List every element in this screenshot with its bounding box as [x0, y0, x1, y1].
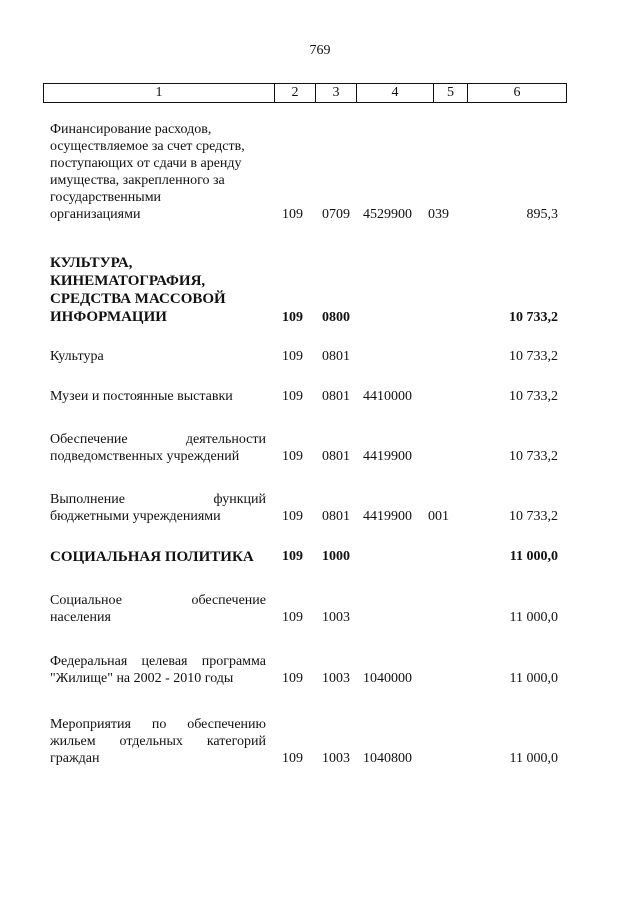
cell-col5: 001: [428, 509, 449, 524]
cell-col4: 4410000: [363, 389, 412, 404]
cell-col6: 895,3: [526, 207, 558, 222]
cell-col2: 109: [282, 449, 303, 464]
row-description: Социальное обеспечение населения: [50, 593, 266, 625]
cell-col6: 10 733,2: [509, 349, 558, 364]
row-description: Финансирование расходов, осуществляемое за счет средств, поступающих от сдачи в аренду имущества, закрепленного за государственными организациями: [50, 122, 245, 222]
cell-col3: 0801: [322, 389, 350, 404]
row-description: Мероприятия по обеспечению жильем отдельных категорий граждан: [50, 717, 266, 766]
header-cell-3: 3: [316, 84, 357, 103]
cell-col6: 10 733,2: [509, 509, 558, 524]
row-description: Федеральная целевая программа "Жилище" на 2002 - 2010 годы: [50, 654, 266, 686]
cell-col4: 1040000: [363, 671, 412, 686]
page-number: 769: [309, 43, 331, 58]
cell-col3: 1003: [322, 671, 350, 686]
header-cell-2: 2: [275, 84, 316, 103]
cell-col3: 1003: [322, 751, 350, 766]
cell-col3: 0801: [322, 449, 350, 464]
cell-col3: 1000: [322, 549, 350, 564]
cell-col2: 109: [282, 349, 303, 364]
row-description: КУЛЬТУРА, КИНЕМАТОГРАФИЯ, СРЕДСТВА МАССОВОЙ ИНФОРМАЦИИ: [50, 255, 226, 325]
header-cell-5: 5: [434, 84, 468, 103]
cell-col2: 109: [282, 207, 303, 222]
cell-col2: 109: [282, 610, 303, 625]
cell-col6: 11 000,0: [509, 671, 558, 686]
cell-col4: 1040800: [363, 751, 412, 766]
header-cell-6: 6: [468, 84, 567, 103]
cell-col2: 109: [282, 671, 303, 686]
cell-col3: 1003: [322, 610, 350, 625]
cell-col3: 0801: [322, 349, 350, 364]
header-row: [44, 84, 567, 103]
cell-col6: 11 000,0: [509, 751, 558, 766]
cell-col3: 0801: [322, 509, 350, 524]
row-description: СОЦИАЛЬНАЯ ПОЛИТИКА: [50, 549, 254, 565]
header-cell-1: 1: [44, 84, 275, 103]
cell-col3: 0709: [322, 207, 350, 222]
cell-col6: 11 000,0: [509, 549, 558, 564]
cell-col2: 109: [282, 310, 303, 325]
cell-col2: 109: [282, 509, 303, 524]
cell-col4: 4419900: [363, 449, 412, 464]
cell-col4: 4529900: [363, 207, 412, 222]
cell-col5: 039: [428, 207, 449, 222]
row-description: Обеспечение деятельности подведомственных учреждений: [50, 432, 266, 464]
cell-col6: 10 733,2: [509, 389, 558, 404]
cell-col2: 109: [282, 751, 303, 766]
column-header-table: [43, 83, 567, 103]
cell-col6: 11 000,0: [509, 610, 558, 625]
cell-col6: 10 733,2: [509, 310, 558, 325]
row-description: Выполнение функций бюджетными учреждениями: [50, 492, 266, 524]
cell-col6: 10 733,2: [509, 449, 558, 464]
cell-col4: 4419900: [363, 509, 412, 524]
row-description: Культура: [50, 349, 104, 364]
header-cell-4: 4: [357, 84, 434, 103]
row-description: Музеи и постоянные выставки: [50, 389, 233, 404]
cell-col3: 0800: [322, 310, 350, 325]
cell-col2: 109: [282, 549, 303, 564]
cell-col2: 109: [282, 389, 303, 404]
